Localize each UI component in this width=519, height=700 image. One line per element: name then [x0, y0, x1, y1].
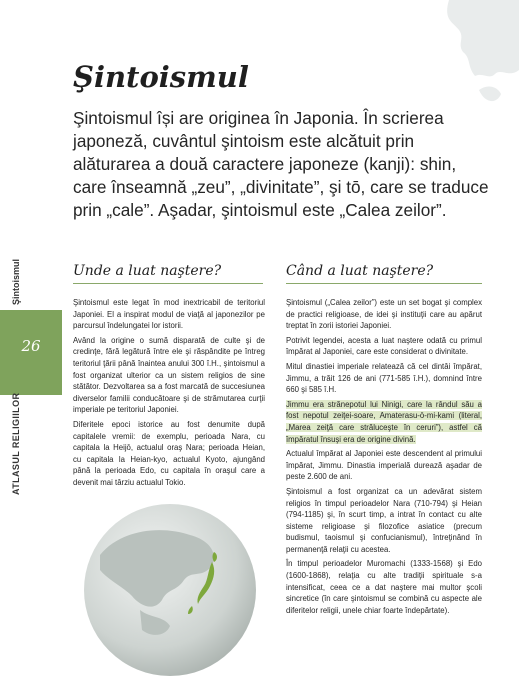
right-paragraph: Potrivit legendei, acesta a luat naştere odată cu primul împărat al Japoniei, care este considerat o divinitate.: [286, 335, 482, 357]
highlight-text: Jimmu era strănepotul lui Ninigi, care la rândul său a fost nepotul zeiţei-soare, Amaterasu-ō-mi-kami (literal, „Marea zeiţă care străluceşte în ceruri”), astfel că împăratul însuşi era de origine divină.: [286, 399, 482, 444]
right-paragraph: Şintoismul a fost organizat ca un adevărat sistem religios în timpul perioadelor Nara (710-794) şi Heian (794-1185) şi, în scurt timp, a intrat în contact cu alte sisteme religioase şi filozofice asiatice (precum budismul, taoismul şi confucianismul), întreţinând în permanenţă relaţii cu acestea.: [286, 486, 482, 554]
globe-map-icon: [80, 500, 260, 680]
left-column: [73, 297, 265, 492]
right-paragraph: În timpul perioadelor Muromachi (1333-1568) şi Edo (1600-1868), relaţia cu alte tradiţii spirituale s-a intensificat, ceea ce a dat naştere mai multor şcoli sincretice (în care şintoismul se combină cu aspecte ale diferitelor religii, unele chiar foarte îndepărtate).: [286, 559, 482, 615]
page-title: Şintoismul: [73, 60, 249, 94]
right-paragraph: Actualul împărat al Japoniei este descendent al primului împărat, Jimmu. Dinastia imperială durează aşadar de peste 2.600 de ani.: [286, 449, 482, 482]
world-map-icon: [409, 0, 519, 110]
left-paragraph: Diferitele epoci istorice au fost denumite după capitalele vremii: de exemplu, perioada Nara, cu capitala la Heijō, actualul oraş Nara; perioada Heian, cu capitala la Heian-kyo, actualul Kyoto, ajungând până la perioada Edo, cu capitala în oraşul care a devenit mai târziu actualul Tokio.: [73, 419, 265, 487]
right-heading: Când a luat naştere?: [286, 263, 482, 284]
left-heading: Unde a luat naştere?: [73, 263, 263, 284]
page-number: 26: [21, 337, 41, 355]
left-paragraph: Şintoismul este legat în mod inextricabil de teritoriul Japoniei. El a inspirat modul de viaţă al japonezilor pe parcursul îndelungatei lor istorii.: [73, 298, 265, 331]
right-paragraph: Mitul dinastiei imperiale relatează că cel dintâi împărat, Jimmu, a trăit 126 de ani (771-585 î.H.), domnind între 660 şi 585 î.H.: [286, 361, 482, 395]
lead-paragraph: Şintoismul își are originea în Japonia. În scrierea japoneză, cuvântul şintoism este alcătuit prin alăturarea a două caractere japoneze (kanji): shin, care înseamnă „zeu”, „divinitate”, şi tō, care se traduce prin „cale”. Aşadar, şintoismul este „Calea zeilor”.: [73, 108, 489, 220]
side-book-label: ATLASUL RELIGIILOR: [11, 392, 21, 495]
highlighted-paragraph: [286, 399, 482, 445]
right-column: [286, 297, 482, 619]
left-paragraph: Având la origine o sumă disparată de culte şi de credinţe, fără legătură între ele şi răspândite pe întreg teritoriul ţării până înaintea anului 300 î.H., şintoismul a fost organizat ulterior ca un sistem religios de sine stătător. Dezvoltarea sa a fost marcată de succesiunea diverselor familii conducătoare şi de strămutarea curţii imperiale pe teritoriul Japoniei.: [73, 335, 265, 415]
side-chapter-label: Şintoismul: [11, 258, 21, 305]
right-paragraph: Şintoismul („Calea zeilor”) este un set bogat şi complex de practici religioase, de idei şi instituţii care au apărut treptat în zorii istoriei Japoniei.: [286, 298, 482, 331]
